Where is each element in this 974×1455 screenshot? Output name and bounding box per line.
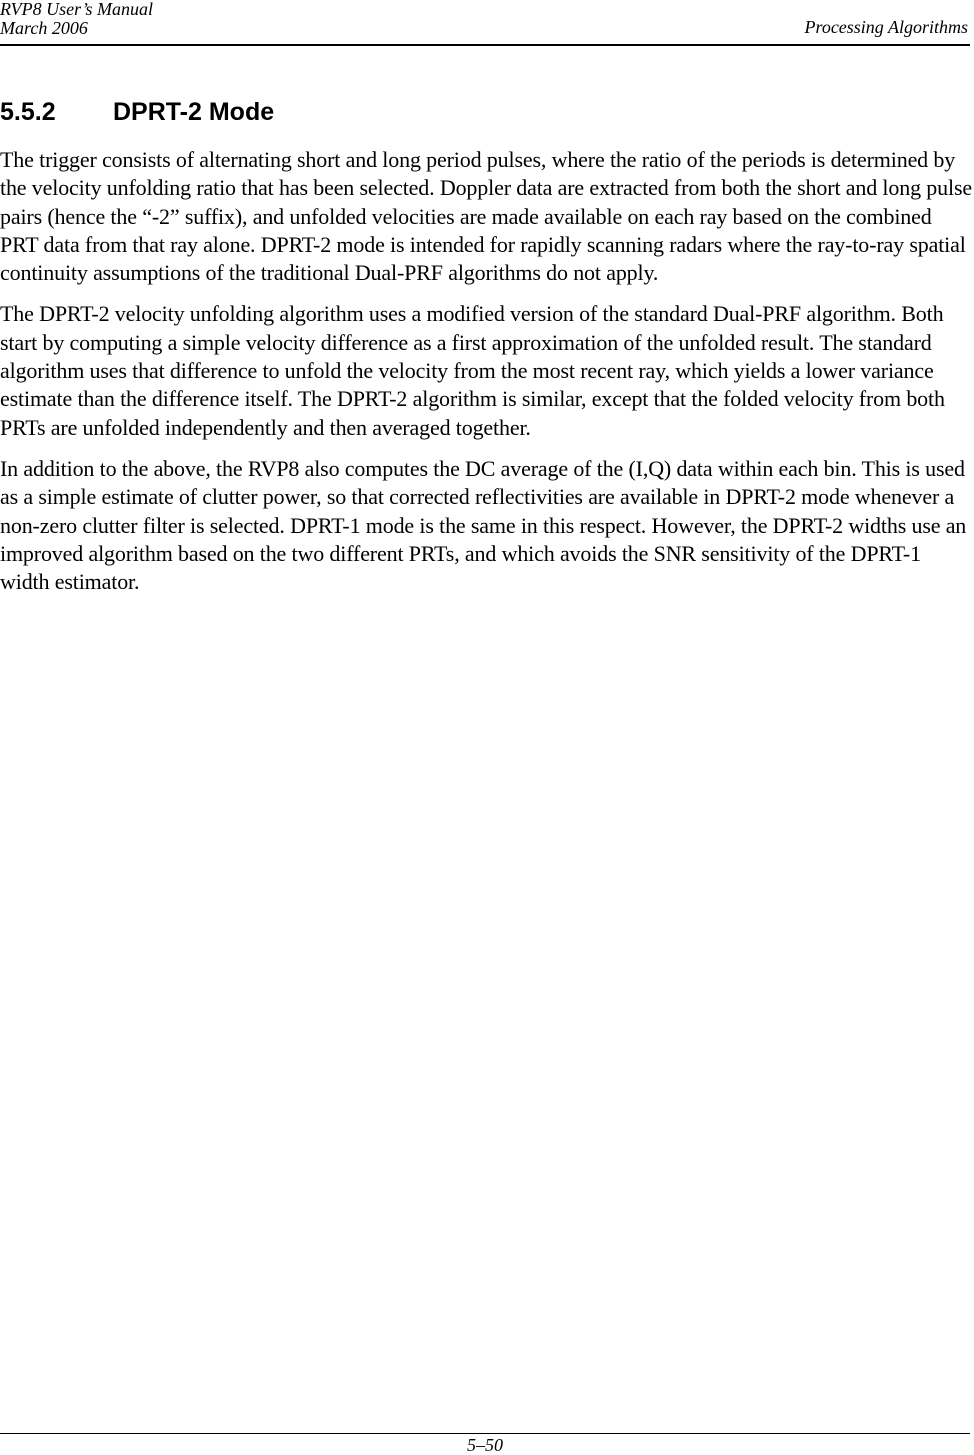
paragraph: The DPRT-2 velocity unfolding algorithm uses a modified version of the standard Dual-PRF algorithm. Both start by computing a simple velocity difference as a first approximation of the unfolded result. The standard algorithm uses that difference to unfold the velocity from the most recent ray, which yields a lower variance estimate than the difference itself. The DPRT-2 algorithm is similar, except that the folded velocity from both PRTs are unfolded independently and then averaged together. <box>0 301 945 440</box>
page-header <box>0 0 970 46</box>
body-text <box>0 146 972 609</box>
manual-title: RVP8 User’s Manual <box>0 0 153 19</box>
footer-rule <box>0 1433 970 1434</box>
section-title: DPRT-2 Mode <box>113 98 275 126</box>
manual-date: March 2006 <box>0 18 88 38</box>
header-left <box>0 0 153 38</box>
section-heading <box>0 97 274 127</box>
paragraph: In addition to the above, the RVP8 also computes the DC average of the (I,Q) data within each bin. This is used as a simple estimate of clutter power, so that corrected reflectivities are available in DPRT-2 mode whenever a non-zero clutter filter is selected. DPRT-1 mode is the same in this respect. However, the DPRT-2 widths use an improved algorithm based on the two different PRTs, and which avoids the SNR sensitivity of the DPRT-1 width estimator. <box>0 455 967 595</box>
chapter-title: Processing Algorithms <box>804 17 968 37</box>
paragraph: The trigger consists of alternating short and long period pulses, where the ratio of the periods is determined by the velocity unfolding ratio that has been selected. Doppler data are extracted from both the short and long pulse pairs (hence the “-2” suffix), and unfolded velocities are made available on each ray based on the combined PRT data from that ray alone. DPRT-2 mode is intended for rapidly scanning radars where the ray-to-ray spatial continuity assumptions of the traditional Dual-PRF algorithms do not apply. <box>0 147 972 286</box>
section-number: 5.5.2 <box>0 98 56 126</box>
page-number: 5–50 <box>467 1435 503 1455</box>
